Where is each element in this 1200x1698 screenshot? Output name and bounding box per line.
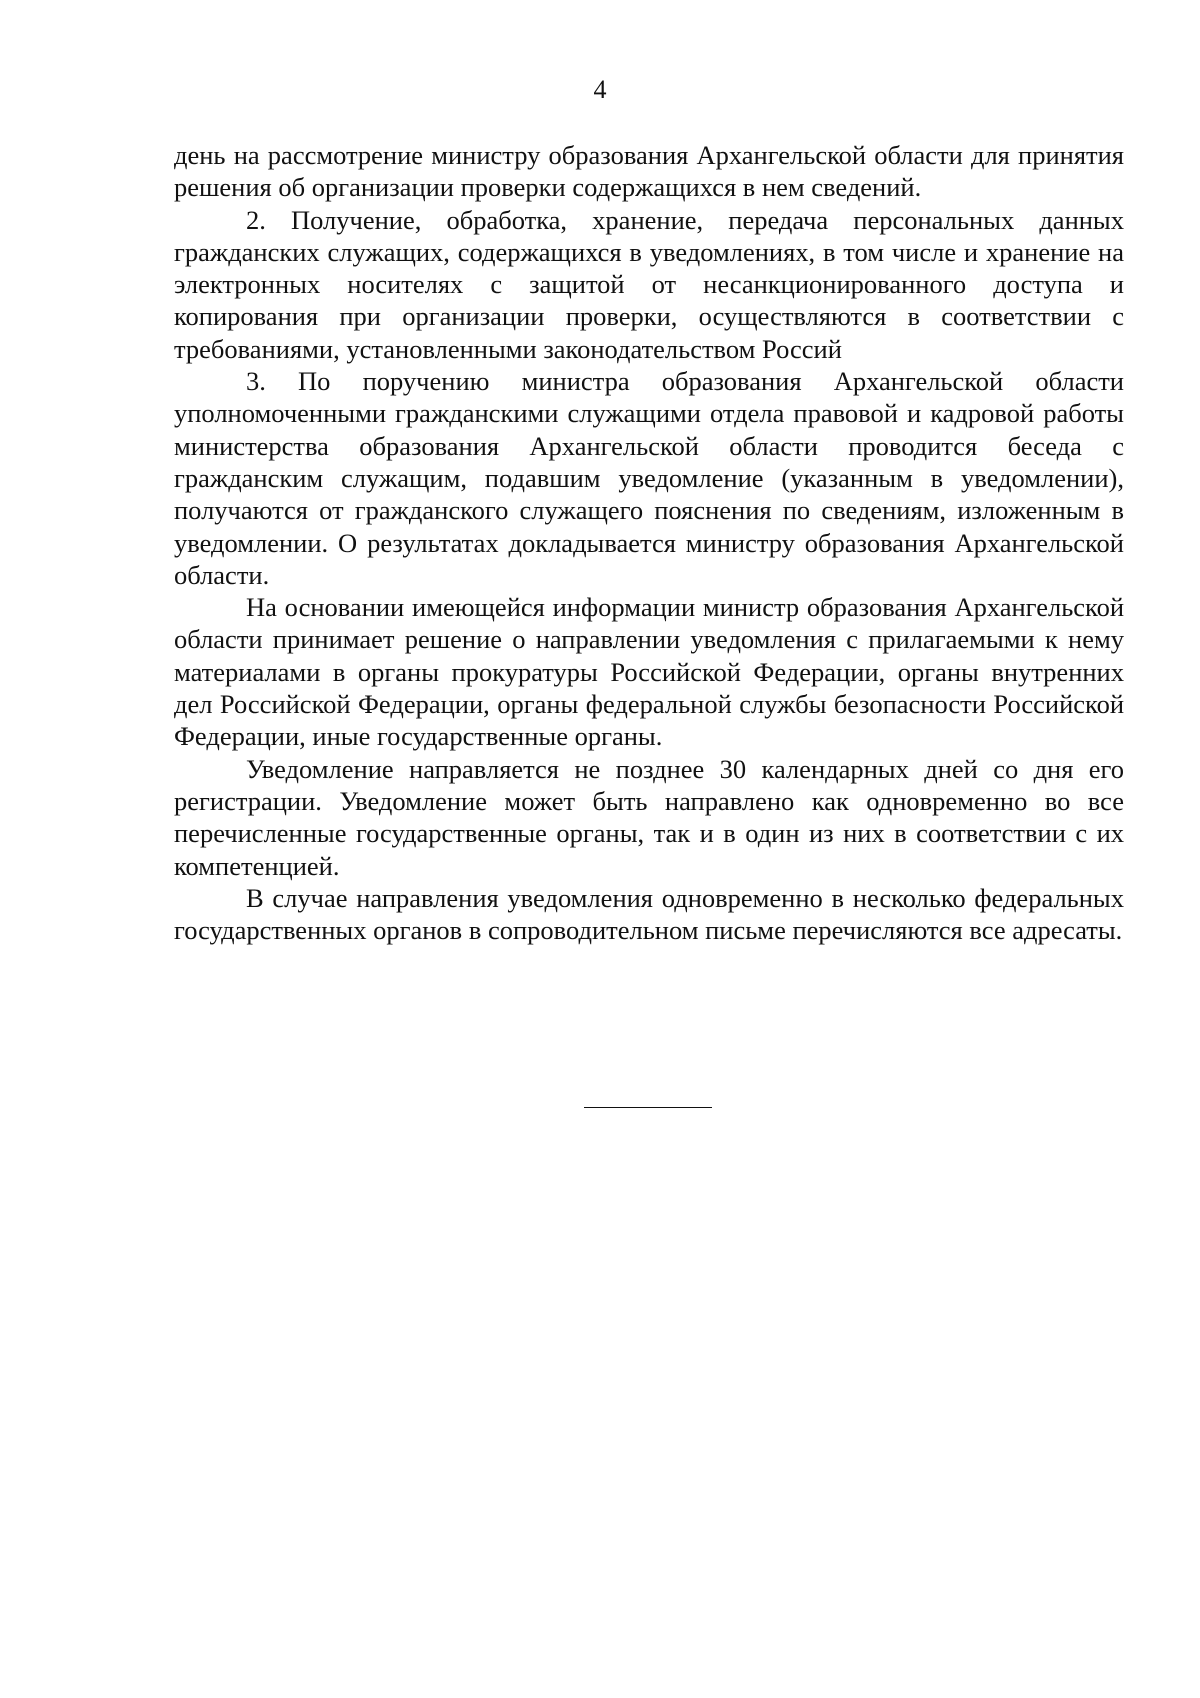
paragraph-decision: На основании имеющейся информации министр образования Архангельской области принимает решение о направлении уведомления с прилагаемыми к нему материалами в органы прокуратуры Российской Федерации, органы внутренних дел Российской Федерации, органы федеральной службы безопасности Российской Федерации, иные государственные органы. xyxy=(174,592,1124,752)
end-separator-line xyxy=(584,1107,712,1108)
paragraph-addressees: В случае направления уведомления одновременно в несколько федеральных государственных органов в сопроводительном письме перечисляются все адресаты. xyxy=(174,882,1124,946)
paragraph-deadline: Уведомление направляется не позднее 30 календарных дней со дня его регистрации. Уведомление может быть направлено как одновременно во все перечисленные государственные органы, так и в один из них в соответствии с их компетенцией. xyxy=(174,753,1124,881)
document-body xyxy=(174,139,1124,946)
paragraph-continuation: день на рассмотрение министру образования Архангельской области для принятия решения об организации проверки содержащихся в нем сведений. xyxy=(174,140,1124,203)
paragraph-item-3: 3. По поручению министра образования Архангельской области уполномоченными гражданскими служащими отдела правовой и кадровой работы министерства образования Архангельской области проводится беседа с гражданским служащим, подавшим уведомление (указанным в уведомлении), получаются от гражданского служащего пояснения по сведениям, изложенным в уведомлении. О результатах докладывается министру образования Архангельской области. xyxy=(174,366,1124,590)
paragraph-item-2: 2. Получение, обработка, хранение, передача персональных данных гражданских служащих, содержащихся в уведомлениях, в том числе и хранение на электронных носителях с защитой от несанкционированного доступа и копирования при организации проверки, осуществляются в соответствии с требованиями, установленными законодательством Россий xyxy=(174,204,1124,364)
page-number: 4 xyxy=(593,75,607,104)
